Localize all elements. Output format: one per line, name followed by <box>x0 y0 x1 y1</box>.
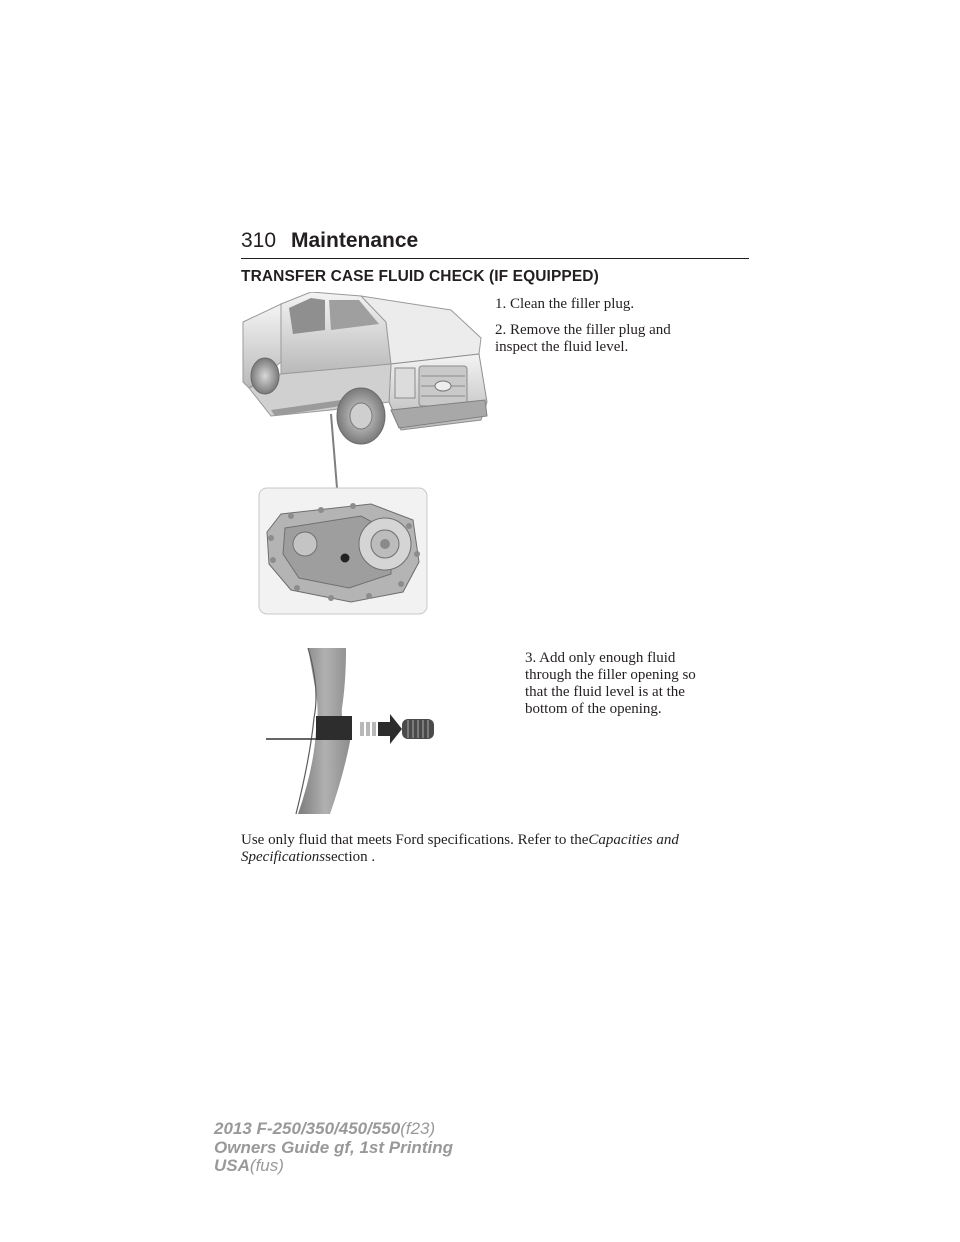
note-text-end: section . <box>325 849 376 865</box>
filler-plug-icon <box>402 719 434 739</box>
section-title: Maintenance <box>291 229 419 252</box>
capacities-specifications-reference: Capacities and Specifications <box>241 832 679 865</box>
step-1-text: 1. Clean the filler plug. <box>495 296 635 312</box>
step-2-text: 2. Remove the filler plug and inspect the fluid level. <box>495 322 671 355</box>
footer-guide: Owners Guide gf, 1st Printing <box>214 1137 453 1157</box>
header-divider <box>241 258 749 259</box>
footer-market-code: (fus) <box>249 1156 284 1175</box>
transfer-case-icon <box>267 503 420 602</box>
truck-transfer-case-illustration <box>241 292 491 622</box>
leader-line <box>331 414 337 488</box>
note-text: Use only fluid that meets Ford specifications. Refer to the <box>241 832 589 848</box>
filler-opening <box>316 716 352 740</box>
page-number: 310 <box>241 229 277 252</box>
specification-note <box>241 832 761 866</box>
footer-model: 2013 F-250/350/450/550 <box>214 1119 401 1138</box>
footer-model-code: (f23) <box>400 1119 436 1138</box>
page-header <box>241 229 749 261</box>
arrow-left-icon <box>378 714 402 744</box>
filler-plug-marker <box>341 554 350 563</box>
footer-market: USA <box>214 1156 250 1175</box>
step-3-text: 3. Add only enough fluid through the filler opening so that the fluid level is at the bottom of the opening. <box>525 650 696 717</box>
filler-plug-illustration <box>262 648 442 816</box>
section-heading: TRANSFER CASE FLUID CHECK (IF EQUIPPED) <box>241 268 599 285</box>
document-footer <box>214 1120 453 1176</box>
plug-motion-icon <box>360 722 376 736</box>
pickup-truck-icon <box>243 292 487 444</box>
